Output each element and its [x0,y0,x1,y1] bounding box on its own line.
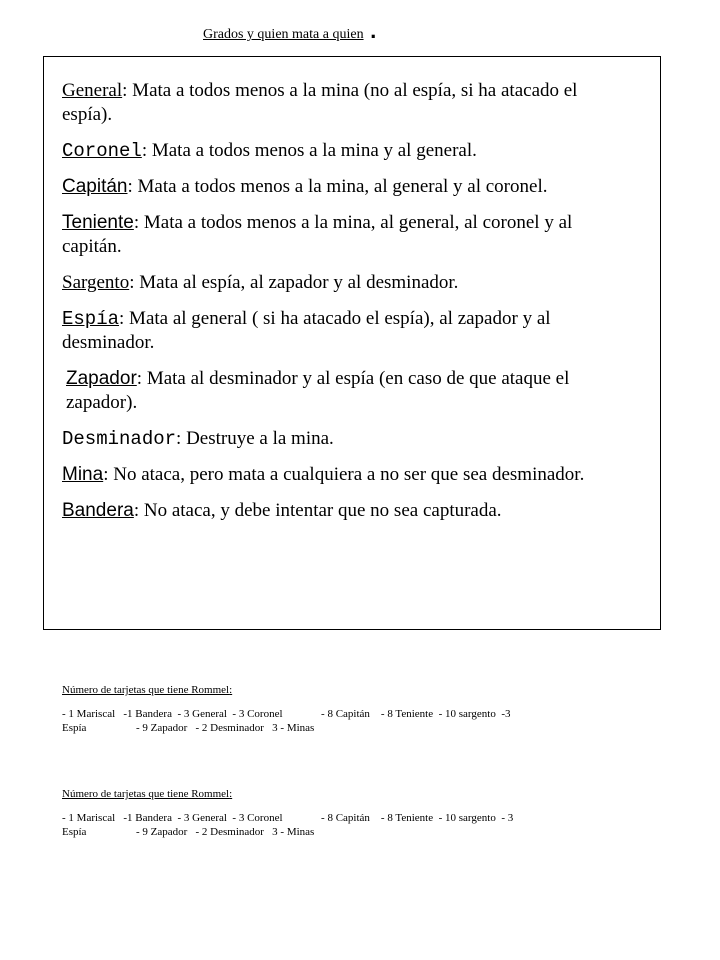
rule-term-teniente: Teniente [62,212,134,233]
rule-separator: : [103,464,114,485]
rule-zapador [62,367,624,415]
rule-term-sargento: Sargento [62,272,130,293]
rule-text-general: Mata a todos menos a la mina (no al espía, si ha atacado el espía). [62,80,578,125]
rule-separator: : [122,80,133,101]
rule-general [62,79,624,127]
rule-term-bandera: Bandera [62,500,134,521]
rule-separator: : [119,308,130,329]
rule-text-teniente: Mata a todos menos a la mina, al general, al coronel y al capitán. [62,212,573,257]
rule-desminador [62,427,624,451]
rule-text-zapador: Mata al desminador y al espía (en caso de que ataque el zapador). [66,368,570,413]
rule-term-coronel: Coronel [62,140,142,162]
rule-term-espia: Espía [62,308,120,330]
document-title [203,20,380,45]
document-title-terminator: . [366,20,380,45]
rule-text-capitan: Mata a todos menos a la mina, al general y al coronel. [137,176,548,197]
rule-term-mina: Mina [62,464,104,485]
card-count-heading-text: Número de tarjetas que tiene Rommel [62,684,230,696]
rule-separator: : [141,140,152,161]
rule-text-coronel: Mata a todos menos a la mina y al general. [151,140,477,161]
rule-teniente [62,211,624,259]
rule-text-mina: No ataca, pero mata a cualquiera a no ser que sea desminador. [113,464,585,485]
card-count-line: Espía - 9 Zapador - 2 Desminador 3 - Minas [62,722,315,734]
card-count-block [62,683,642,735]
rule-text-espia: Mata al general ( si ha atacado el espía), al zapador y al desminador. [62,308,551,353]
card-count-heading-colon: : [229,684,233,696]
rule-separator: : [136,368,147,389]
rule-term-general: General [62,80,123,101]
rule-term-zapador: Zapador [66,368,137,389]
rule-sargento [62,271,624,295]
rule-coronel [62,139,624,163]
card-count-line: - 1 Mariscal -1 Bandera - 3 General - 3 Coronel - 8 Capitán - 8 Teniente - 10 sargento -3 [62,708,511,720]
rules-box [43,56,661,630]
rule-text-desminador: Destruye a la mina. [186,428,334,449]
rule-mina [62,463,624,487]
rule-espia [62,307,624,355]
rule-text-sargento: Mata al espía, al zapador y al desminador. [139,272,459,293]
rule-separator: : [133,212,144,233]
card-count-heading [62,787,232,801]
rule-term-capitan: Capitán [62,176,128,197]
card-count-heading-colon: : [229,788,233,800]
rule-separator: : [133,500,144,521]
card-count-block [62,787,642,839]
card-count-heading-text: Número de tarjetas que tiene Rommel [62,788,230,800]
rule-separator: : [127,176,138,197]
rule-separator: : [129,272,140,293]
rule-capitan [62,175,624,199]
card-count-line: Espía - 9 Zapador - 2 Desminador 3 - Minas [62,826,315,838]
card-count-heading [62,683,232,697]
rule-separator: : [176,428,187,449]
card-count-line: - 1 Mariscal -1 Bandera - 3 General - 3 Coronel - 8 Capitán - 8 Teniente - 10 sargento - 3 [62,812,514,824]
rule-term-desminador: Desminador [62,428,177,450]
rule-bandera [62,499,624,523]
document-title-text: Grados y quien mata a quien [203,27,364,42]
rule-text-bandera: No ataca, y debe intentar que no sea capturada. [143,500,502,521]
